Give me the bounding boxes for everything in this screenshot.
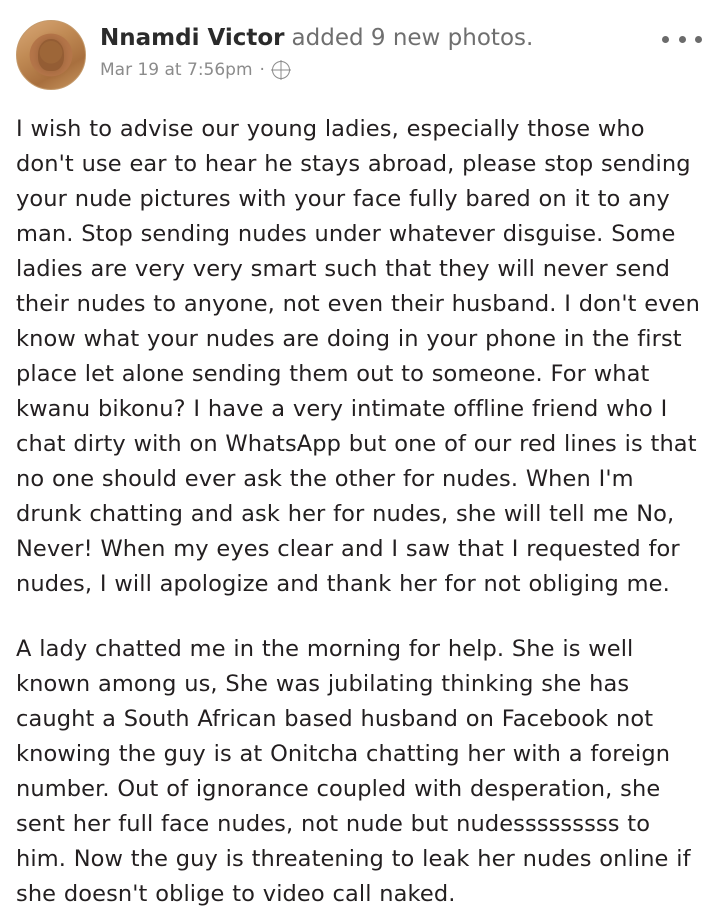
post-meta bbox=[100, 18, 704, 81]
post-timestamp[interactable]: Mar 19 at 7:56pm bbox=[100, 60, 253, 80]
post-paragraph: A lady chatted me in the morning for help. She is well known among us, She was jubilating thinking she has caught a South African based husband on Facebook not knowing the guy is at Onitcha chatting her with a foreign number. Out of ignorance coupled with desperation, she sent her full face nudes, not nude but nudesssssssss to him. Now the guy is threatening to leak her nudes online if she doesn't oblige to video call naked. bbox=[16, 636, 691, 907]
post-action-text: added 9 new photos. bbox=[291, 25, 534, 51]
post-paragraph: I wish to advise our young ladies, especially those who don't use ear to hear he stays abroad, please stop sending your nude pictures with your face fully bared on it to any man. Stop sending nudes under whatever disguise. Some ladies are very very smart such that they will never send their nudes to anyone, not even their husband. I don't even know what your nudes are doing in your phone in the first place let alone sending them out to someone. For what kwanu bikonu? I have a very intimate offline friend who I chat dirty with on WhatsApp but one of our red lines is that no one should ever ask the other for nudes. When I'm drunk chatting and ask her for nudes, she will tell me No, Never! When my eyes clear and I saw that I requested for nudes, I will apologize and thank her for not obliging me. bbox=[16, 116, 700, 597]
post-author-name[interactable]: Nnamdi Victor bbox=[100, 25, 285, 51]
ellipsis-dot bbox=[695, 36, 702, 43]
meta-separator: · bbox=[259, 60, 265, 80]
ellipsis-icon[interactable] bbox=[662, 28, 702, 50]
post-header bbox=[16, 14, 704, 94]
post-author-line bbox=[100, 24, 704, 52]
ellipsis-dot bbox=[679, 36, 686, 43]
post-subtitle bbox=[100, 59, 704, 81]
globe-icon[interactable] bbox=[272, 61, 290, 79]
avatar[interactable] bbox=[16, 20, 86, 90]
post-body bbox=[16, 112, 704, 912]
ellipsis-dot bbox=[662, 36, 669, 43]
